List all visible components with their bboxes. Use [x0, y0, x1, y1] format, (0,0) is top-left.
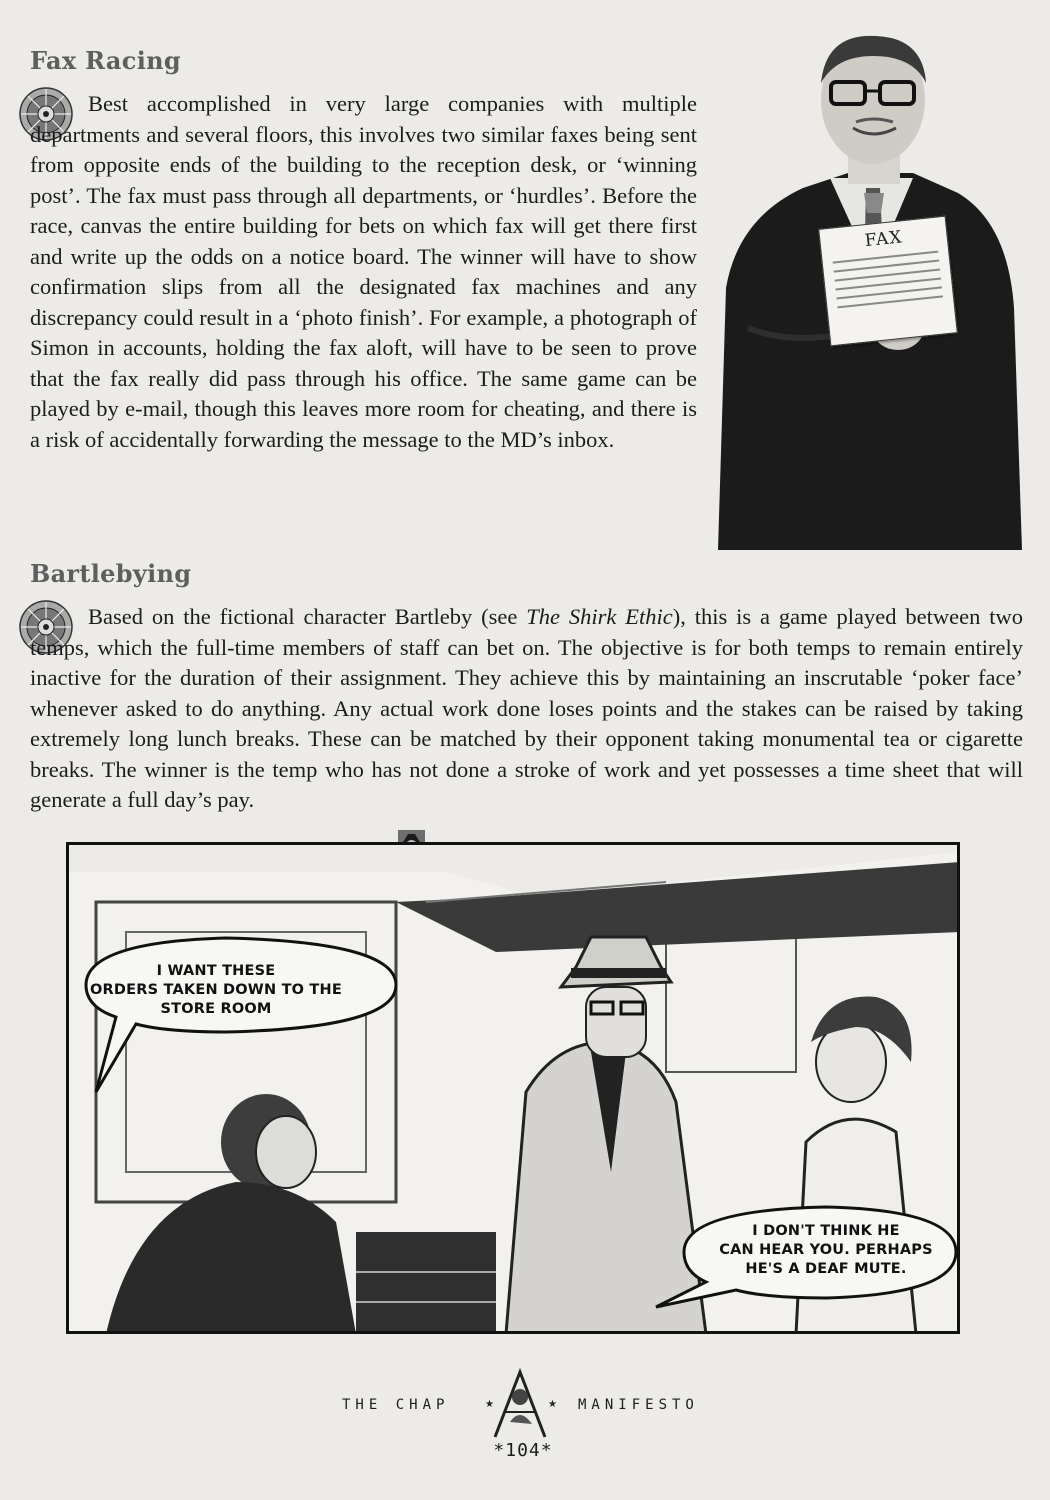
fax-card-title: FAX: [863, 227, 904, 252]
bubble-right-line-3: HE'S A DEAF MUTE.: [745, 1261, 907, 1277]
fax-card-text-lines: [833, 251, 943, 309]
section-heading-bartlebying: Bartlebying: [30, 559, 192, 588]
speech-bubble-left-text: [86, 962, 346, 1019]
chap-logo-icon: [470, 1362, 570, 1442]
bartlebying-text-start: Based on the fictional character Bartleby (see: [88, 604, 527, 629]
bubble-left-line-3: STORE ROOM: [160, 1001, 272, 1017]
svg-text:★: ★: [548, 1399, 557, 1410]
bubble-left-line-2: ORDERS TAKEN DOWN TO THE: [90, 982, 342, 998]
speech-bubble-right-text: [696, 1222, 956, 1279]
book-title: The Shirk Ethic: [526, 604, 673, 629]
paragraph-bartlebying: [30, 602, 1023, 816]
section-heading-fax-racing: Fax Racing: [30, 46, 181, 75]
footer-title-left: THE CHAP: [342, 1397, 450, 1413]
bubble-left-line-1: I WANT THESE: [156, 963, 276, 979]
bartlebying-text-end: ), this is a game played between two temps, which the full-time members of staff can bet on. The objective is for both temps to remain entirely inactive for the duration of their assignment. They achieve this by maintaining an inscrutable ‘poker face’ whenever asked to do anything. Any actual work done loses points and the stakes can be raised by taking extremely long lunch breaks. These can be matched by their opponent taking monumental tea or cigarette breaks. The winner is the temp who has not done a stroke of work and yet possesses a time sheet that will generate a full day’s pay.: [30, 604, 1023, 812]
footer-title-right: MANIFESTO: [578, 1397, 699, 1413]
svg-text:★: ★: [485, 1399, 494, 1410]
page-number: *104*: [493, 1440, 553, 1461]
fax-card: [818, 216, 958, 347]
bubble-right-line-2: CAN HEAR YOU. PERHAPS: [719, 1242, 933, 1258]
bubble-right-line-1: I DON'T THINK HE: [752, 1223, 900, 1239]
paragraph-fax-racing: Best accomplished in very large companies with multiple departments and several floors, this involves two similar faxes being sent from opposite ends of the building to the reception desk, or ‘winning post’. The fax must pass through all departments, or ‘hurdles’. Before the race, canvas the entire building for bets on which fax will get there first and write up the odds on a notice board. The winner will have to show confirmation slips from all the designated fax machines and any discrepancy could result in a ‘photo finish’. For example, a photograph of Simon in accounts, holding the fax aloft, will have to be seen to prove that the fax really did pass through his office. The same game can be played by e-mail, though this leaves more room for cheating, and there is a risk of accidentally forwarding the message to the MD’s inbox.: [30, 91, 697, 452]
